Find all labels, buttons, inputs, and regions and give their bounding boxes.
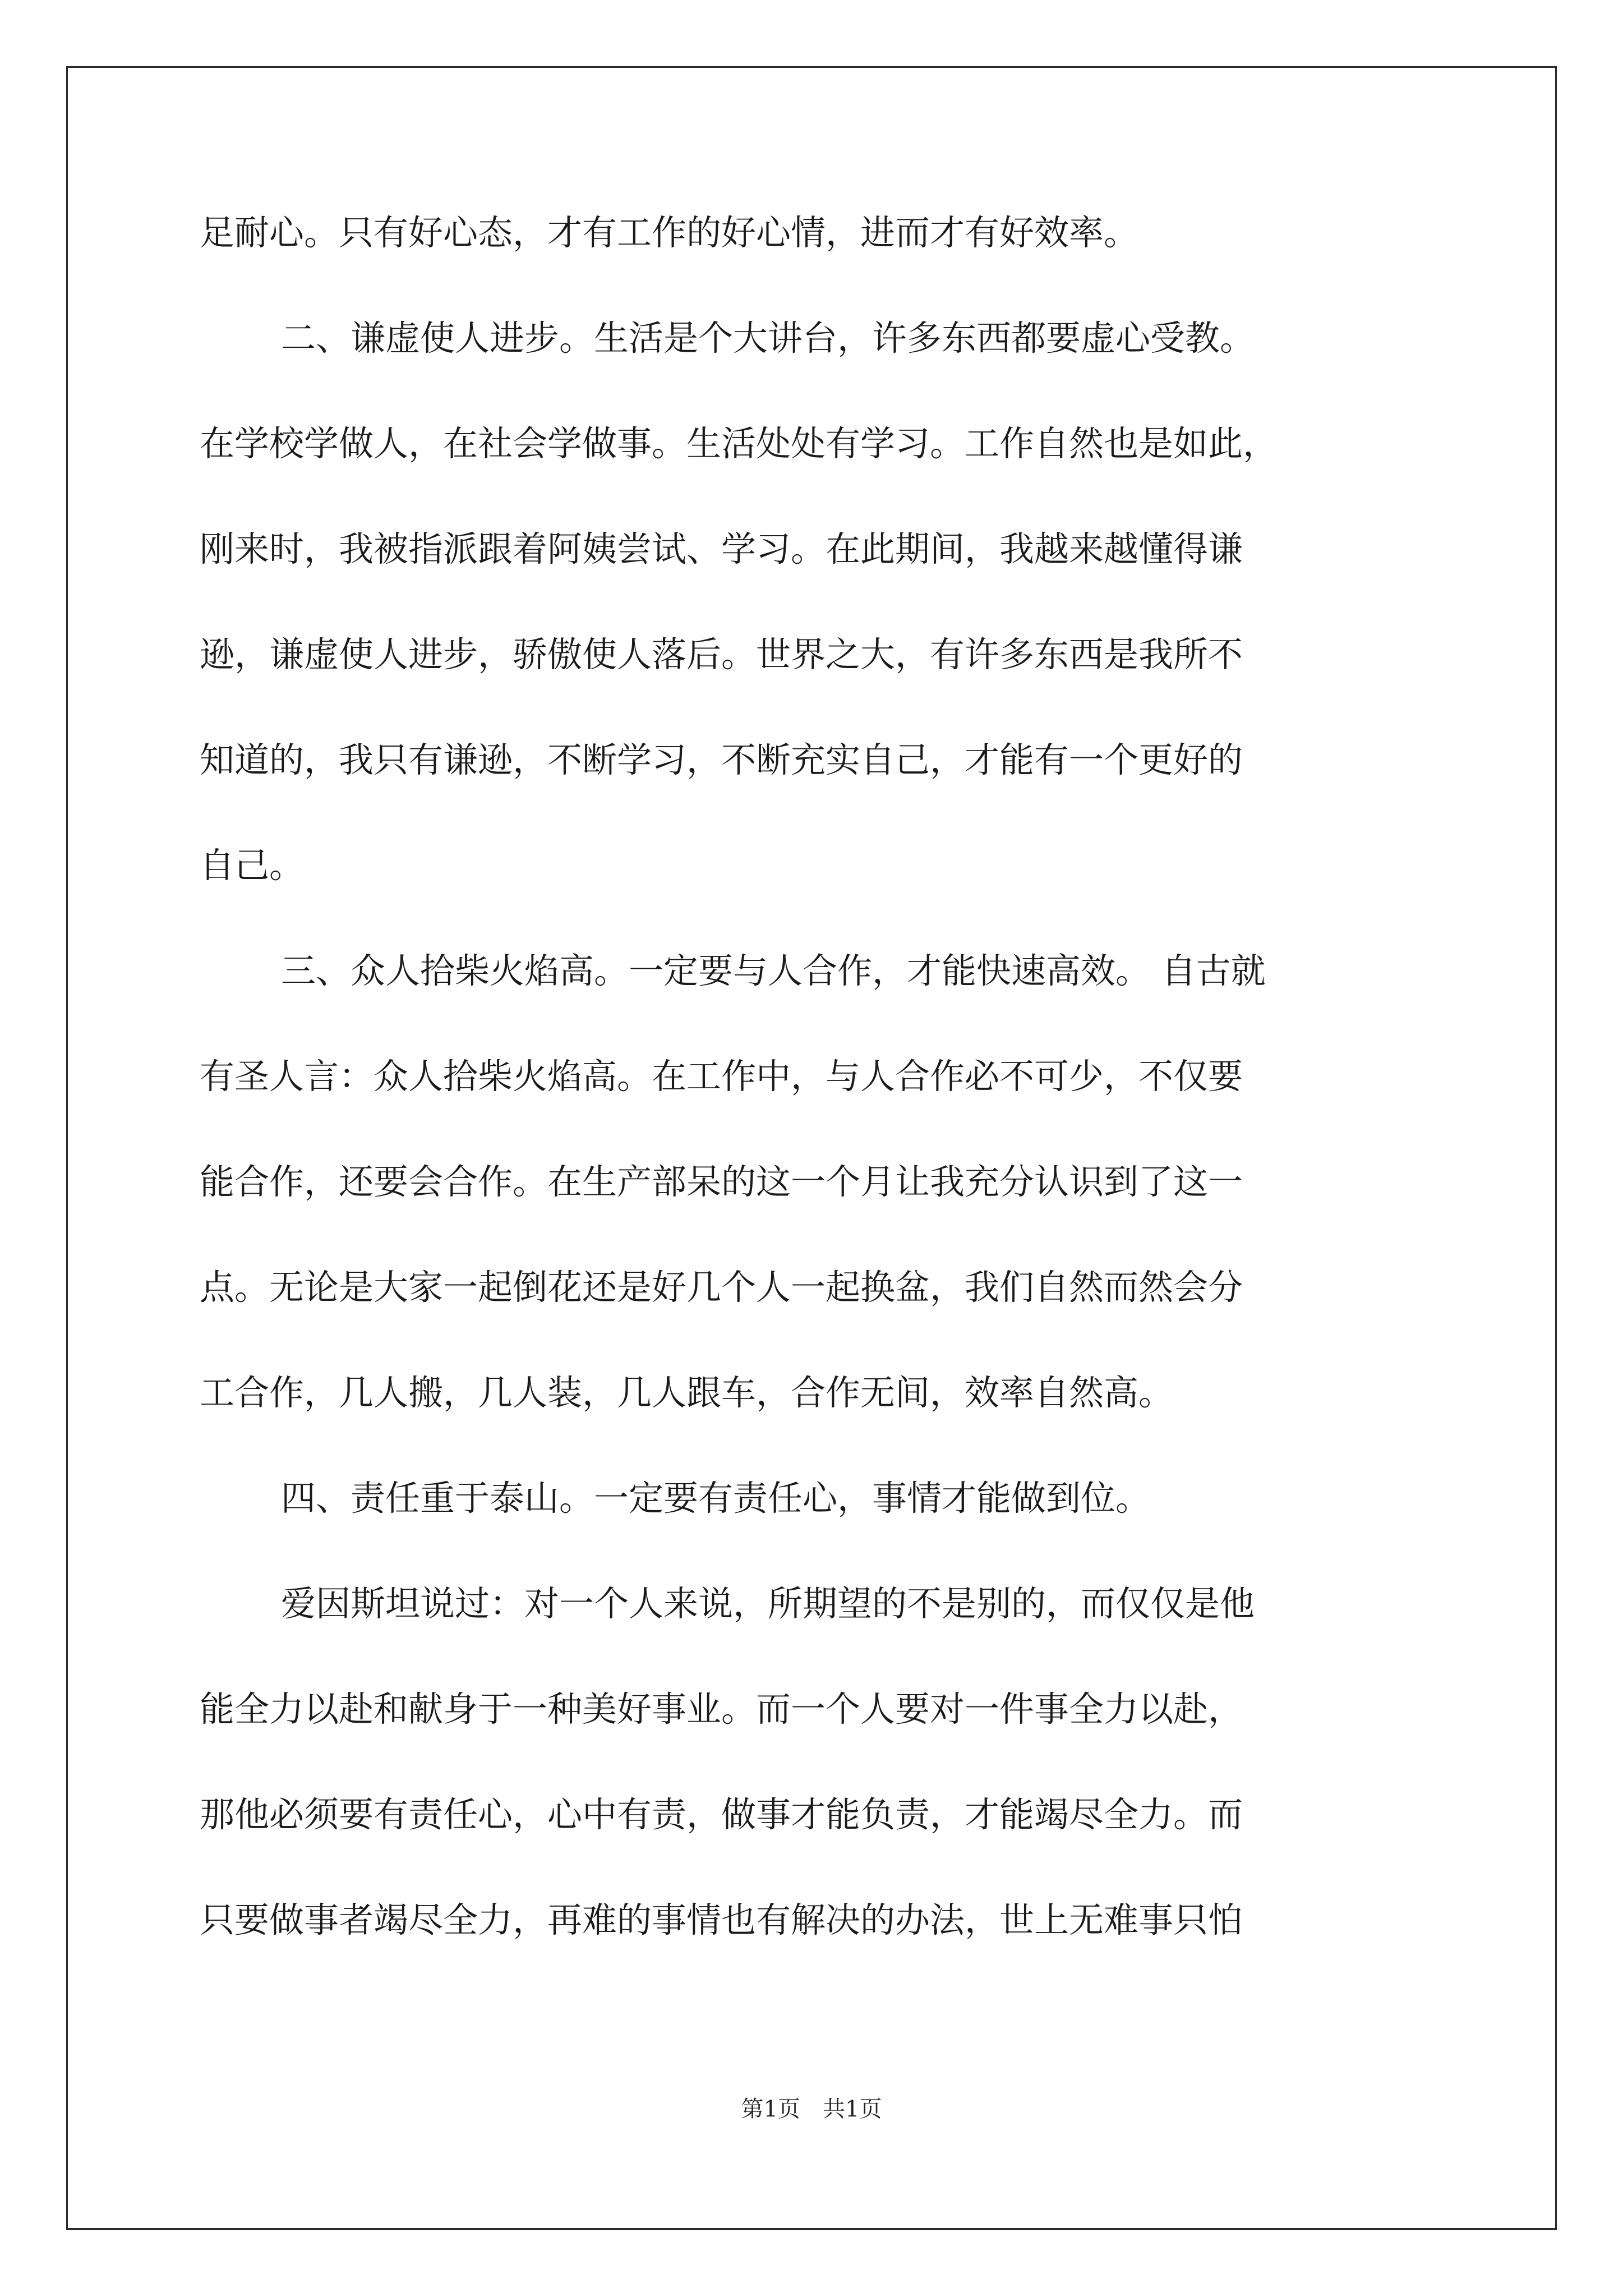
text-line-2: 二、谦虚使人进步。生活是个大讲台，许多东西都要虚心受教。	[281, 318, 1255, 358]
text-line-10: 能合作，还要会合作。在生产部呆的这一个月让我充分认识到了这一	[200, 1161, 1243, 1202]
text-line-7: 自己。	[200, 845, 305, 886]
text-line-13: 四、责任重于泰山。一定要有责任心，事情才能做到位。	[281, 1478, 1151, 1519]
text-line-14: 爱因斯坦说过：对一个人来说，所期望的不是别的，而仅仅是他	[281, 1583, 1255, 1624]
text-line-3: 在学校学做人，在社会学做事。生活处处有学习。工作自然也是如此，	[200, 423, 1278, 464]
text-line-16: 那他必须要有责任心，心中有责，做事才能负责，才能竭尽全力。而	[200, 1794, 1243, 1835]
text-line-17: 只要做事者竭尽全力，再难的事情也有解决的办法，世上无难事只怕	[200, 1899, 1243, 1940]
text-line-9: 有圣人言：众人拾柴火焰高。在工作中，与人合作必不可少，不仅要	[200, 1056, 1243, 1097]
text-line-12: 工合作，几人搬，几人装，几人跟车，合作无间，效率自然高。	[200, 1372, 1174, 1413]
text-line-6: 知道的，我只有谦逊，不断学习，不断充实自己，才能有一个更好的	[200, 739, 1243, 780]
document-body	[200, 205, 1461, 1998]
text-line-4: 刚来时，我被指派跟着阿姨尝试、学习。在此期间，我越来越懂得谦	[200, 528, 1243, 569]
text-line-11: 点。无论是大家一起倒花还是好几个人一起换盆，我们自然而然会分	[200, 1267, 1243, 1308]
page-number-footer: 第1页 共1页	[741, 2096, 882, 2122]
text-line-8: 三、众人拾柴火焰高。一定要与人合作，才能快速高效。 自古就	[281, 950, 1266, 991]
text-line-1: 足耐心。只有好心态，才有工作的好心情，进而才有好效率。	[200, 212, 1139, 253]
text-line-15: 能全力以赴和献身于一种美好事业。而一个人要对一件事全力以赴，	[200, 1688, 1243, 1729]
text-line-5: 逊，谦虚使人进步，骄傲使人落后。世界之大，有许多东西是我所不	[200, 634, 1243, 675]
